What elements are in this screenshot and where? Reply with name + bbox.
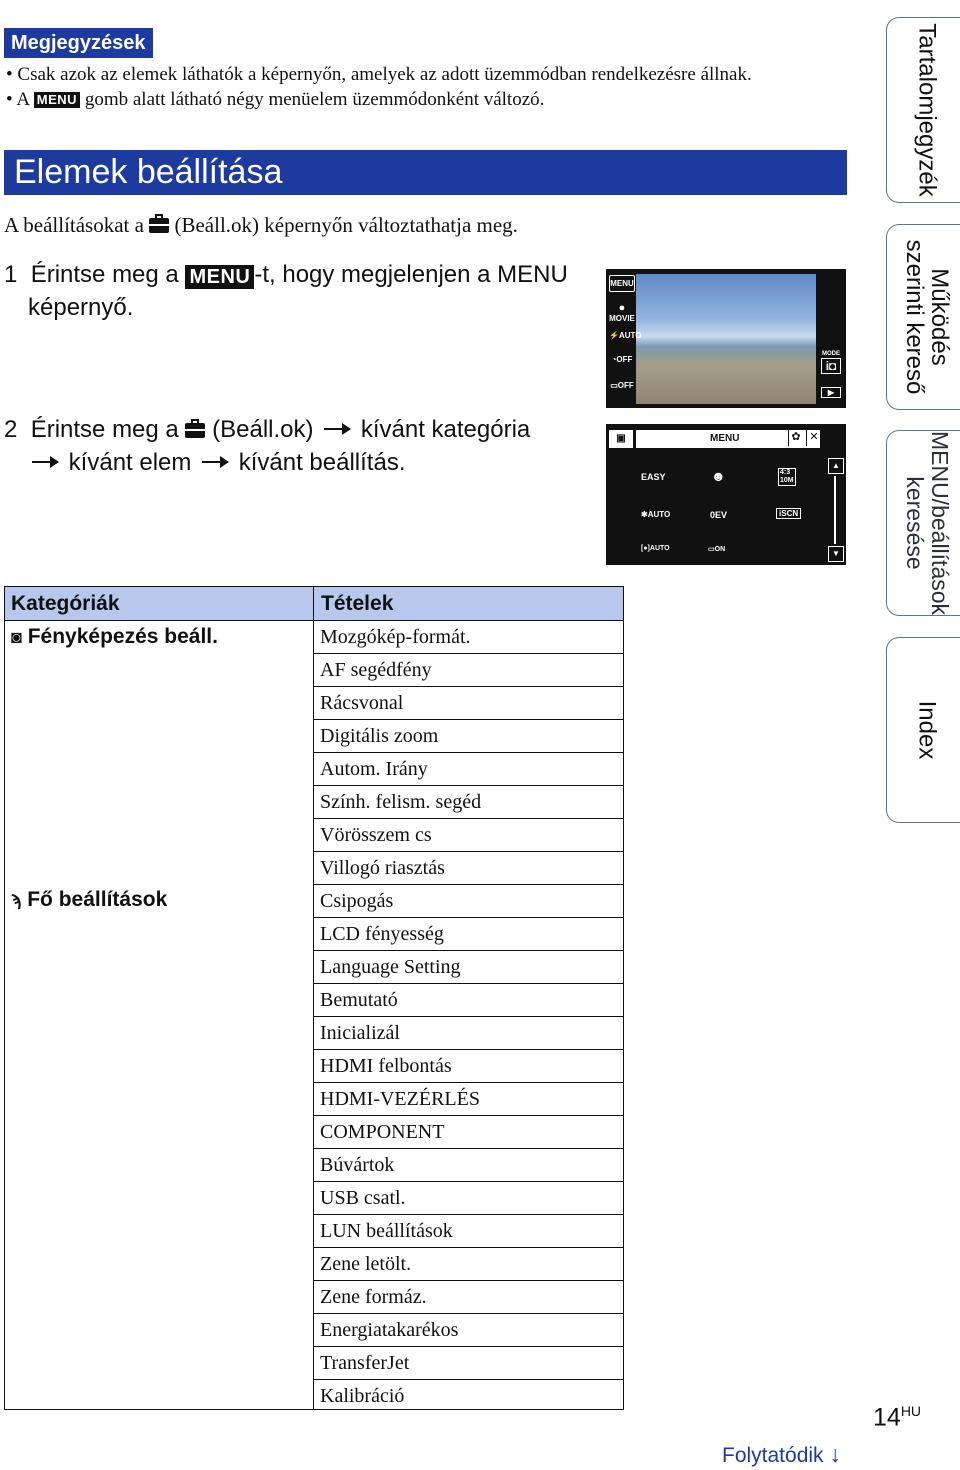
list-item: Villogó riasztás bbox=[314, 852, 623, 885]
list-item: USB csatl. bbox=[314, 1182, 623, 1215]
step-2-number: 2 bbox=[4, 416, 18, 443]
step-2-line2 bbox=[28, 446, 406, 479]
list-item: Zene formáz. bbox=[314, 1281, 623, 1314]
intro-pre: A beállításokat a bbox=[4, 213, 144, 237]
step-1-number: 1 bbox=[4, 261, 18, 288]
mode-button[interactable]: MODE i◘ bbox=[822, 351, 840, 373]
white-balance-item[interactable]: ✱AUTO bbox=[641, 510, 671, 519]
tab-operation-search[interactable] bbox=[886, 224, 960, 410]
menu-grid bbox=[636, 450, 820, 562]
list-item: Vörösszem cs bbox=[314, 819, 623, 852]
wrench-icon: ϡ bbox=[11, 891, 22, 910]
list-item: Autom. Irány bbox=[314, 753, 623, 786]
list-item: COMPONENT bbox=[314, 1116, 623, 1149]
note-bullet-1: • Csak azok az elemek láthatók a képernyőn, amelyek az adott üzemmódban rendelkezésre állnak. bbox=[6, 64, 752, 85]
note-text-1: Csak azok az elemek láthatók a képernyőn, amelyek az adott üzemmódban rendelkezésre állnak. bbox=[17, 64, 752, 85]
list-item: Language Setting bbox=[314, 951, 623, 984]
category-shooting bbox=[11, 621, 218, 653]
category-main-label: Fő beállítások bbox=[27, 888, 168, 911]
menu-button[interactable]: MENU bbox=[609, 275, 635, 292]
intro-text bbox=[4, 211, 518, 239]
camera-screen-menu bbox=[606, 424, 846, 565]
step-1-line2: képernyő. bbox=[28, 294, 134, 321]
list-item: Energiatakarékos bbox=[314, 1314, 623, 1347]
list-item: LCD fényesség bbox=[314, 918, 623, 951]
step-2-text-e: kívánt beállítás. bbox=[238, 449, 406, 476]
arrow-icon bbox=[202, 461, 228, 463]
tab-index[interactable] bbox=[886, 637, 960, 823]
list-item: Búvártok bbox=[314, 1149, 623, 1182]
menu-icon: MENU bbox=[34, 92, 80, 108]
list-item: Szính. felism. segéd bbox=[314, 786, 623, 819]
tab-operation-label: Működés szerinti kereső bbox=[900, 239, 953, 395]
scroll-down-icon[interactable]: ▼ bbox=[828, 546, 844, 562]
arrow-icon bbox=[324, 428, 350, 430]
beach-preview-image bbox=[636, 274, 816, 404]
ev-item[interactable]: 0EV bbox=[710, 510, 728, 520]
flash-icon[interactable]: ⚡AUTO bbox=[609, 331, 642, 340]
settings-toolbox-icon bbox=[185, 423, 205, 438]
list-item: Bemutató bbox=[314, 984, 623, 1017]
burst-icon[interactable]: ▭OFF bbox=[610, 381, 634, 390]
header-categories: Kategóriák bbox=[11, 592, 120, 615]
step-1 bbox=[4, 258, 568, 291]
step-2-text-b: (Beáll.ok) bbox=[212, 416, 314, 443]
step-1-text-b: -t, hogy megjelenjen a MENU bbox=[254, 261, 568, 288]
scene-item[interactable]: iSCN bbox=[776, 508, 801, 519]
playback-icon[interactable]: ▶ bbox=[818, 387, 844, 398]
display-item[interactable]: ▭ON bbox=[708, 546, 726, 553]
image-size-item[interactable]: 4:3 10M bbox=[780, 469, 794, 484]
note-text-2b: gomb alatt látható négy menüelem üzemmódonként változó. bbox=[84, 89, 545, 110]
tab-contents[interactable] bbox=[886, 17, 960, 203]
list-item: AF segédfény bbox=[314, 654, 623, 687]
list-item: Csipogás bbox=[314, 885, 623, 918]
face-detection-item[interactable]: [●]AUTO bbox=[641, 545, 670, 552]
section-title: Elemek beállítása bbox=[4, 150, 847, 195]
continued-label: Folytatódik bbox=[722, 1444, 824, 1467]
list-item: Mozgókép-formát. bbox=[314, 621, 623, 654]
camera-screen-shooting bbox=[606, 269, 846, 408]
settings-toolbox-icon bbox=[149, 218, 169, 233]
movie-icon[interactable]: ● MOVIE bbox=[609, 302, 635, 323]
easy-mode-item[interactable]: EASY bbox=[641, 472, 666, 482]
list-item: Zene letölt. bbox=[314, 1248, 623, 1281]
camera-settings-icon: ◙ bbox=[11, 627, 22, 647]
scroll-up-icon[interactable]: ▲ bbox=[828, 458, 844, 474]
step-2-text-c: kívánt kategória bbox=[360, 416, 531, 443]
settings-toolbox-icon[interactable]: ▣ bbox=[609, 430, 633, 448]
header-items: Tételek bbox=[321, 592, 394, 615]
arrow-down-icon: ↓ bbox=[829, 1441, 841, 1467]
arrow-icon bbox=[32, 461, 58, 463]
list-item: Inicializál bbox=[314, 1017, 623, 1050]
menu-label: MENU bbox=[710, 433, 740, 444]
list-item: HDMI felbontás bbox=[314, 1050, 623, 1083]
list-item: Rácsvonal bbox=[314, 687, 623, 720]
note-text-2a: A bbox=[16, 89, 30, 110]
list-item: LUN beállítások bbox=[314, 1215, 623, 1248]
tab-index-label: Index bbox=[913, 700, 940, 760]
items-list bbox=[314, 621, 623, 1412]
intro-post: (Beáll.ok) képernyőn változtathatja meg. bbox=[174, 213, 518, 237]
close-icon[interactable]: ✕ bbox=[806, 430, 821, 446]
tab-contents-label: Tartalomjegyzék bbox=[913, 23, 940, 197]
list-item: Digitális zoom bbox=[314, 720, 623, 753]
menu-bar bbox=[636, 430, 820, 448]
page-number: $14^{HU}$ bbox=[873, 1403, 922, 1432]
smile-icon[interactable]: ☻ bbox=[711, 468, 726, 484]
settings-table bbox=[4, 586, 624, 1410]
notes-heading: Megjegyzések bbox=[4, 28, 153, 58]
category-shooting-label: Fényképezés beáll. bbox=[27, 625, 218, 648]
gear-icon[interactable]: ✿ bbox=[788, 430, 803, 446]
note-bullet-2: • A MENU gomb alatt látható négy menüelem üzemmódonként változó. bbox=[6, 89, 545, 110]
menu-icon: MENU bbox=[185, 265, 254, 289]
self-timer-icon[interactable]: ◔OFF bbox=[611, 355, 633, 364]
category-main bbox=[11, 884, 167, 917]
list-item: HDMI-VEZÉRLÉS bbox=[314, 1083, 623, 1116]
step-2 bbox=[4, 413, 530, 446]
list-item: Kalibráció bbox=[320, 1385, 405, 1407]
tab-menu-label: MENU/beállítások keresése bbox=[901, 430, 953, 616]
step-2-text-d: kívánt elem bbox=[68, 449, 192, 476]
continued-link[interactable] bbox=[722, 1441, 841, 1468]
tab-menu-settings-search[interactable] bbox=[886, 430, 960, 616]
list-item: TransferJet bbox=[314, 1347, 623, 1380]
step-2-text-a: Érintse meg a bbox=[30, 416, 179, 443]
step-1-text-a: Érintse meg a bbox=[30, 261, 179, 288]
scrollbar[interactable] bbox=[834, 476, 836, 544]
